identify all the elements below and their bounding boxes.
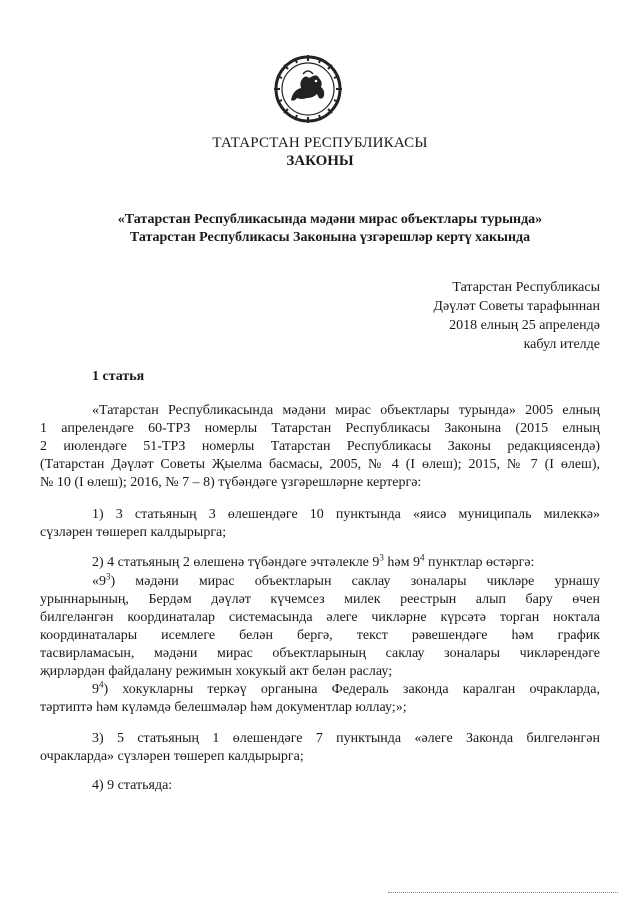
intro-line-1: «Татарстан Республикасында мәдәни мирас объектлары турында» 2005 елның: [92, 403, 600, 418]
quote-line-3: билгеләнгән координаталар системасында әлеге чикләрне күрсәтә торган ноктала: [40, 610, 600, 625]
item-3-line-2: очракларда» сүзләрен төшереп калдырырга;: [40, 749, 304, 764]
footer-rule: [388, 892, 618, 893]
quote-line-5: тасвирламасын, мәдәни мирас объектларының саклау зоналары чикләрендәге: [40, 646, 600, 661]
law-title-line-1: «Татарстан Республикасында мәдәни мирас объектлары турында»: [117, 212, 543, 227]
tatarstan-emblem-icon: [273, 54, 343, 124]
quote-line-2: урыннарының, Бердәм дәүләт күчемсез милек реестрын алып бару өчен: [40, 592, 600, 607]
intro-line-5: № 10 (I өлеш); 2016, № 7 – 8) түбәндәге үзгәрешләрне кертергә:: [40, 475, 422, 490]
intro-line-4: (Татарстан Дәүләт Советы Җыелма басмасы, 2005, № 4 (I өлеш); 2015, № 7 (I өлеш),: [40, 457, 600, 472]
adoption-line-2: Дәүләт Советы тарафыннан: [433, 299, 600, 314]
law-heading: ЗАКОНЫ: [286, 153, 354, 169]
item-1-line-2: сүзләрен төшереп калдырырга;: [40, 525, 227, 540]
quote-line-1: «$9^3$) мәдәни мирас объектларын саклау зоналары чикләре урнашу: [92, 571, 600, 589]
adoption-line-4: кабул ителде: [523, 337, 600, 352]
article-heading: 1 статья: [92, 369, 145, 384]
adoption-line-3: 2018 елның 25 апрелендә: [449, 318, 600, 333]
intro-line-3: 2 июлендәге 51-ТРЗ номерлы Татарстан Республикасы Законы редакциясендә): [40, 439, 600, 454]
quote-line-6: җирләрдән файдалану режимын хокукый акт белән раслау;: [40, 664, 393, 679]
quote-line-7: $9^4$) хокукларны теркәү органына Федераль законда каралган очракларда,: [92, 679, 600, 697]
adoption-line-1: Татарстан Республикасы: [452, 280, 600, 295]
item-3-line-1: 3) 5 статьяның 1 өлешендәге 7 пунктында «әлеге Законда билгеләнгән: [92, 731, 600, 746]
item-2-line-1: 2) 4 статьяның 2 өлешенә түбәндәге эчтәлекле $9^3$ һәм $9^4$ пунктлар өстәргә:: [92, 552, 535, 570]
republic-heading: ТАТАРСТАН РЕСПУБЛИКАСЫ: [212, 135, 428, 151]
item-1-line-1: 1) 3 статьяның 3 өлешендәге 10 пунктында «яисә муниципаль милеккә»: [92, 507, 600, 522]
quote-line-4: координаталары исемлеге белән бергә, текст рәвешендәге һәм график: [40, 628, 600, 643]
quote-line-8: тәртиптә һәм күләмдә белешмәләр һәм документлар юллау;»;: [40, 700, 407, 715]
intro-line-2: 1 апрелендәге 60-ТРЗ номерлы Татарстан Республикасы Законына (2015 елның: [40, 421, 600, 436]
law-title-line-2: Татарстан Республикасы Законына үзгәрешләр кертү хакында: [129, 230, 531, 245]
item-4-line-1: 4) 9 статьяда:: [92, 778, 173, 793]
